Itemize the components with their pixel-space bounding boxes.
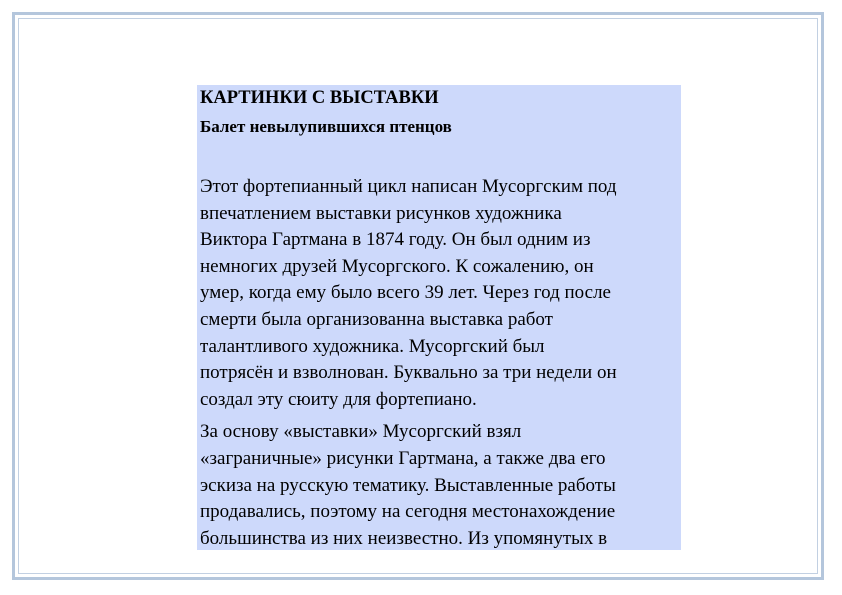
paragraph-line: Этот фортепианный цикл написан Мусоргским под — [200, 176, 617, 197]
paragraph-line: создал эту сюиту для фортепиано. — [200, 388, 477, 410]
paragraph-line: продавались, поэтому на сегодня местонахождение — [200, 501, 616, 523]
paragraph-line: За основу «выставки» Мусоргский взял — [200, 421, 522, 443]
paragraph-line: умер, когда ему было всего 39 лет. Через год после — [200, 282, 611, 304]
paragraph-line: Виктора Гартмана в 1874 году. Он был одним из — [200, 229, 591, 251]
paragraph-line: смерти была организованна выставка работ — [200, 308, 553, 330]
document-title: КАРТИНКИ С ВЫСТАВКИ — [200, 88, 439, 108]
paragraph-line: большинства из них неизвестно. Из упомянутых в — [200, 527, 608, 549]
paragraph-line: немногих друзей Мусоргского. К сожалению, он — [200, 255, 594, 277]
paragraph-line: «заграничные» рисунки Гартмана, а также два его — [200, 447, 606, 469]
paragraph-2 — [200, 419, 678, 550]
paragraph-line: талантливого художника. Мусоргский был — [200, 335, 545, 357]
paragraph-line: потрясён и взволнован. Буквально за три недели он — [200, 362, 617, 384]
text-block — [197, 85, 681, 550]
document-subtitle: Балет невылупившихся птенцов — [200, 117, 452, 136]
paragraph-1 — [200, 174, 678, 413]
paragraph-line: эскиза на русскую тематику. Выставленные работы — [200, 474, 616, 496]
paragraph-line: впечатлением выставки рисунков художника — [200, 202, 562, 224]
